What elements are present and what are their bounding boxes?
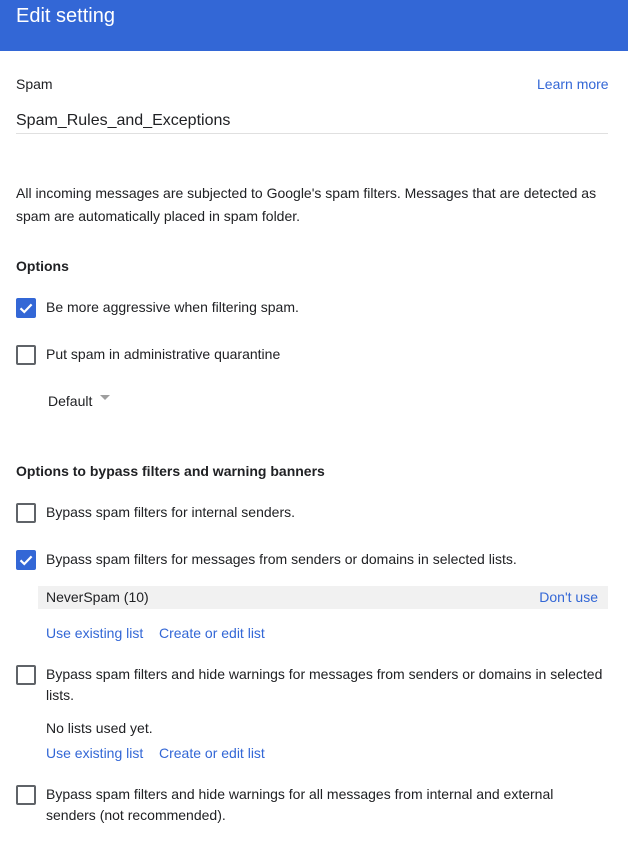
bypass-hide-warnings-all-label-line-1: Bypass spam filters and hide warnings for all messages from internal and external [46,786,554,802]
checkmark-icon [18,552,34,568]
aggressive-filtering-label: Be more aggressive when filtering spam. [46,299,299,315]
options-heading: Options [16,258,69,274]
quarantine-select-value: Default [48,393,93,409]
bypass-heading: Options to bypass filters and warning banners [16,463,325,479]
selected-list-row [38,586,608,609]
bypass-hide-warnings-all-label-line-2: senders (not recommended). [46,807,226,823]
learn-more-link[interactable]: Learn more [537,76,609,92]
checkmark-icon [18,300,34,316]
dialog-title: Edit setting [16,5,115,27]
no-lists-message: No lists used yet. [46,720,153,736]
admin-quarantine-checkbox[interactable] [16,345,36,365]
setting-name-field[interactable]: Spam_Rules_and_Exceptions [16,112,231,129]
bypass-hide-warnings-lists-label [46,664,616,706]
setting-category-label: Spam [16,76,53,92]
bypass-hide-warnings-all-checkbox[interactable] [16,785,36,805]
setting-name-underline [16,133,608,134]
bypass-hide-warnings-all-label [46,784,616,826]
setting-description [16,182,616,228]
use-existing-list-link[interactable]: Use existing list [46,745,144,761]
admin-quarantine-label: Put spam in administrative quarantine [46,346,281,362]
create-or-edit-list-link[interactable]: Create or edit list [159,745,265,761]
dialog-header [0,0,628,51]
bypass-selected-lists-checkbox[interactable] [16,550,36,570]
bypass-hide-warnings-lists-label-line-2: lists. [46,687,74,703]
setting-description-line-1: All incoming messages are subjected to Google's spam filters. Messages that are detected as [16,185,597,201]
use-existing-list-link[interactable]: Use existing list [46,625,144,641]
dropdown-arrow-icon[interactable] [100,395,110,400]
bypass-hide-warnings-lists-checkbox[interactable] [16,665,36,685]
bypass-hide-warnings-lists-label-line-1: Bypass spam filters and hide warnings for messages from senders or domains in selected [46,666,603,682]
selected-list-name: NeverSpam (10) [46,589,149,605]
create-or-edit-list-link[interactable]: Create or edit list [159,625,265,641]
bypass-internal-checkbox[interactable] [16,503,36,523]
aggressive-filtering-checkbox[interactable] [16,298,36,318]
bypass-internal-label: Bypass spam filters for internal senders. [46,504,295,520]
bypass-selected-lists-label: Bypass spam filters for messages from senders or domains in selected lists. [46,551,517,567]
dont-use-link[interactable]: Don't use [539,589,598,605]
setting-description-line-2: spam are automatically placed in spam folder. [16,208,301,224]
